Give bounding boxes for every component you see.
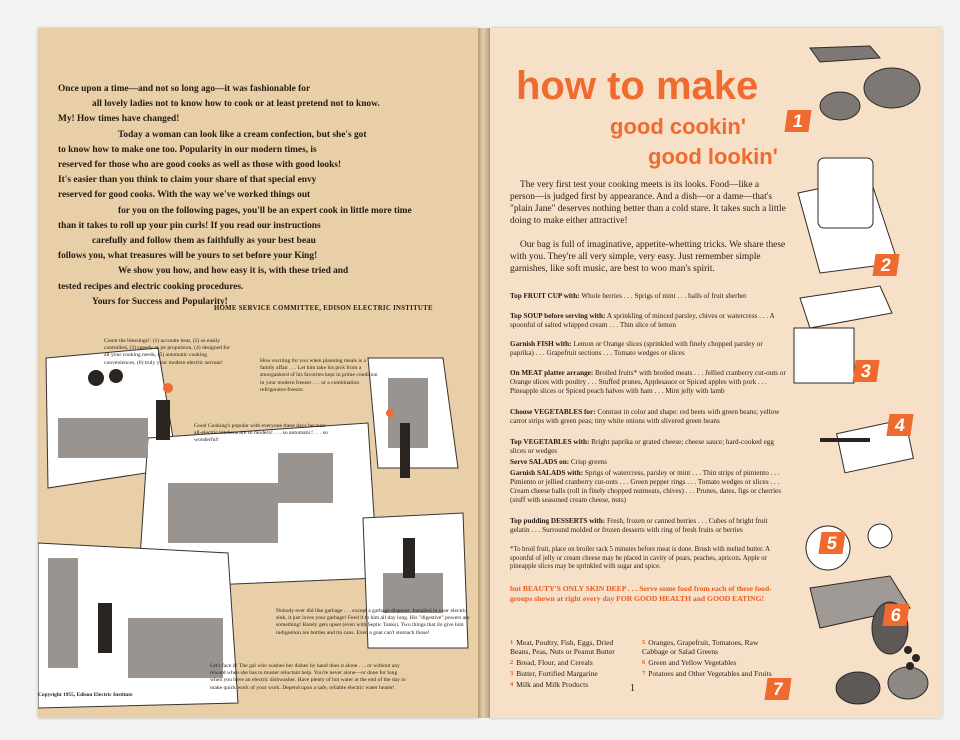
copyright: Copyright 1955, Edison Electric Institute (38, 692, 133, 698)
garnish-label: Top SOUP before serving with: (510, 312, 606, 320)
intro-line: carefully and follow them as faithfully as your best beau (92, 236, 316, 247)
group-text: Bread, Flour, and Cereals (516, 658, 593, 667)
right-page (490, 28, 942, 718)
garnish-text: Whole berries . . . Sprigs of mint . . . balls of fruit sherbet (581, 292, 747, 300)
intro-line: Today a woman can look like a cream confection, but she's got (118, 129, 367, 140)
broil-footnote: *To broil fruit, place on broiler rack 5 minutes before meat is done. Brush with melted butter. A spoonful of jelly or cream cheese may be placed in cavity of pears, peaches, apricots. Apple or pineapple slices may be sprinkled with sugar and spice. (510, 546, 770, 571)
garnish-label: Serve SALADS on: (510, 458, 570, 466)
intro-line: Once upon a time—and not so long ago—it was fashionable for (58, 84, 311, 94)
intro-line: reserved for good cooks. With the way we've worked things out (58, 190, 311, 201)
food-group-item (642, 669, 780, 678)
garnish-label: Choose VEGETABLES for: (510, 408, 596, 416)
intro-line: It's easier than you think to claim your share of that special envy (58, 175, 317, 186)
garnish-item (510, 292, 786, 301)
group-number: 1 (510, 639, 514, 646)
caption-planning: How exciting for you when planning meals is a family affair . . . Let him take his pick from a smorgasbord of his favorites kept in prime condition in your modern freezer . . . or a combination refrigerator-freezer. (260, 358, 378, 393)
garnish-text: Broiled fruits* with broiled meats . . . Jellied cranberry cut-outs or Orange slices with poultry . . . Stuffed prunes, Applesauce or Spiced apples with pork . . . Pineapple slices or Spiced peach halves with ham . . . Mint jelly with lamb (510, 369, 786, 396)
intro-line: for you on the following pages, you'll be an expert cook in little more time (118, 205, 412, 216)
garnish-text: Bright paprika or grated cheese; cheese sauce; hard-cooked egg slices or wedges (510, 438, 774, 456)
group-number: 2 (510, 659, 514, 666)
intro-line: tested recipes and electric cooking procedures. (58, 281, 244, 292)
garnish-item (510, 438, 786, 456)
garnish-label: Garnish FISH with: (510, 340, 572, 348)
food-group-badge: 2 (872, 254, 899, 276)
food-group-item (642, 658, 780, 667)
garnish-label: Top VEGETABLES with: (510, 438, 590, 446)
garnish-text: Sprigs of watercress, parsley or mint . . . Thin strips of pimiento . . . Pimiento or jellied cranberry cut-outs . . . Green pepper rings . . . Tomato wedges or slices . . . Cream cheese balls (roll in finely chopped nutmeats, chives) . . . Prunes, dates, figs or cherries (stuff with seasoned cream cheese, nuts) (510, 469, 782, 505)
intro-line: Yours for Success and Popularity! (92, 296, 228, 307)
food-group-item (642, 638, 780, 656)
food-group-item (510, 638, 628, 656)
food-group-badge: 4 (886, 414, 913, 436)
intro-line: to know how to make one too. Popularity in our modern times, is (58, 144, 317, 155)
intro-line: We show you how, and how easy it is, with these tried and (118, 266, 349, 277)
food-group-item (510, 658, 628, 667)
garnish-label: On MEAT platter arrange: (510, 369, 594, 377)
title-line3: good lookin' (648, 144, 778, 169)
food-group-badge: 3 (852, 360, 879, 382)
garnish-item (510, 469, 786, 505)
signature: HOME SERVICE COMMITTEE, EDISON ELECTRIC INSTITUTE (214, 305, 433, 312)
intro-line: follows you, what treasures will be yours to set before your King! (58, 251, 318, 262)
garnish-text: Contrast in color and shape: red beets with green beans; yellow carrot strips with green peas; tiny white onions with slivered green beans (510, 408, 780, 426)
intro-line: all lovely ladies not to know how to cook or at least pretend not to know. (92, 99, 380, 110)
intro-paragraph-1: The very first test your cooking meets is its looks. Food—like a person—is judged first by appearance. And a dish—or a dame—that's "plain Jane" deserves nothing better than a cold stare. It takes such a little doing to make either attractive! (510, 180, 786, 226)
garnish-label: Garnish SALADS with: (510, 469, 584, 477)
group-number: 6 (642, 659, 646, 666)
group-text: Meat, Poultry, Fish, Eggs, Dried Beans, Peas, Nuts or Peanut Butter (510, 638, 615, 656)
title-line2: good cookin' (610, 114, 746, 139)
garnish-text: Lemon or Orange slices (sprinkled with finely chopped parsley or paprika) . . . Grapefruit sections . . . Tomato wedges or slices (510, 340, 763, 358)
garnish-text: Fresh, frozen or canned berries . . . Cubes of bright fruit gelatin . . . Surround molded or frozen desserts with ring of fresh fruits or berries (510, 517, 768, 535)
food-group-item (510, 669, 628, 678)
garnish-item (510, 408, 786, 426)
food-group-badge: 6 (882, 604, 909, 626)
garnish-item (510, 312, 786, 330)
group-number: 5 (642, 639, 646, 646)
garnish-item (510, 369, 786, 396)
group-text: Green and Yellow Vegetables (648, 658, 737, 667)
kitchen-illustration (38, 318, 478, 718)
garnish-label: Top FRUIT CUP with: (510, 292, 580, 300)
group-text: Oranges, Grapefruit, Tomatoes, Raw Cabbage or Salad Greens (642, 638, 759, 656)
caption-blessings: Count the blessings!: (1) accurate heat, (2) so easily controlled, (3) speedy as jet propulsion, (4) designed for all your cooking needs, (5) automatic cooking conveniences, (6) truly your modern electric servant! (104, 338, 230, 366)
food-group-badge: 5 (818, 532, 845, 554)
group-text: Potatoes and Other Vegetables and Fruits (648, 669, 772, 678)
beauty-statement: but BEAUTY'S ONLY SKIN DEEP . . . Serve some food from each of these food-groups shown at right every day FOR GOOD HEALTH and GOOD EATING! (510, 584, 772, 603)
garnish-label: Top pudding DESSERTS with: (510, 517, 606, 525)
group-number: 3 (510, 670, 514, 677)
page-number: 1 (630, 683, 635, 694)
intro-line: than it takes to roll up your pin curls! If you read our instructions (58, 220, 321, 231)
caption-kitchens: Good Cooking's popular with everyone these days because all-electric kitchens are so modern! . . . so automatic! . . . so wonderful! (194, 423, 328, 444)
book-gutter (478, 28, 490, 718)
intro-text (58, 82, 468, 310)
caption-garbage: Nobody ever did like garbage . . . except a garbage disposer. Installed in your electric sink, it just loves your garbage! Feed it to him all day long. His "digestive" powers are something! Rarely gets upset (even with Septic Tanks). Two things that do give him indigestion are bottles and tin cans. Even a goat can't stomach those! (276, 608, 470, 636)
left-page (38, 28, 478, 718)
group-number: 7 (642, 670, 646, 677)
intro-paragraph-2: Our bag is full of imaginative, appetite-whetting tricks. We share these with you. They're all very simple, very easy. Just remember simple garnishes, like soft music, are best to woo man's spirit. (510, 240, 786, 274)
garnish-item (510, 458, 786, 467)
caption-dishes: Let's face it! The gal who washes her dishes by hand does it alone . . . or without any reward when she has to muster reluctant help. You're never alone—or done for long when you have an electric dishwasher. Have plenty of hot water at the end of the day to make quick work of your work. Depend upon a safe, reliable electric water heater! (210, 663, 406, 691)
garnish-item (510, 517, 786, 535)
food-group-badge: 7 (764, 678, 791, 700)
garnish-text: Crisp greens (570, 458, 608, 466)
group-text: Butter, Fortified Margarine (516, 669, 598, 678)
garnish-item (510, 340, 786, 358)
group-text: Milk and Milk Products (516, 680, 589, 689)
group-number: 4 (510, 681, 514, 688)
title-line1: how to make (516, 64, 759, 108)
garnish-text: A sprinkling of minced parsley, chives or watercress . . . A spoonful of salted whipped cream . . . Thin slice of lemon (510, 312, 775, 330)
intro-line: reserved for those who are good cooks as well as those with good looks! (58, 160, 342, 171)
food-group-badge: 1 (784, 110, 811, 132)
food-group-item (510, 680, 628, 689)
intro-line: My! How times have changed! (58, 114, 180, 125)
